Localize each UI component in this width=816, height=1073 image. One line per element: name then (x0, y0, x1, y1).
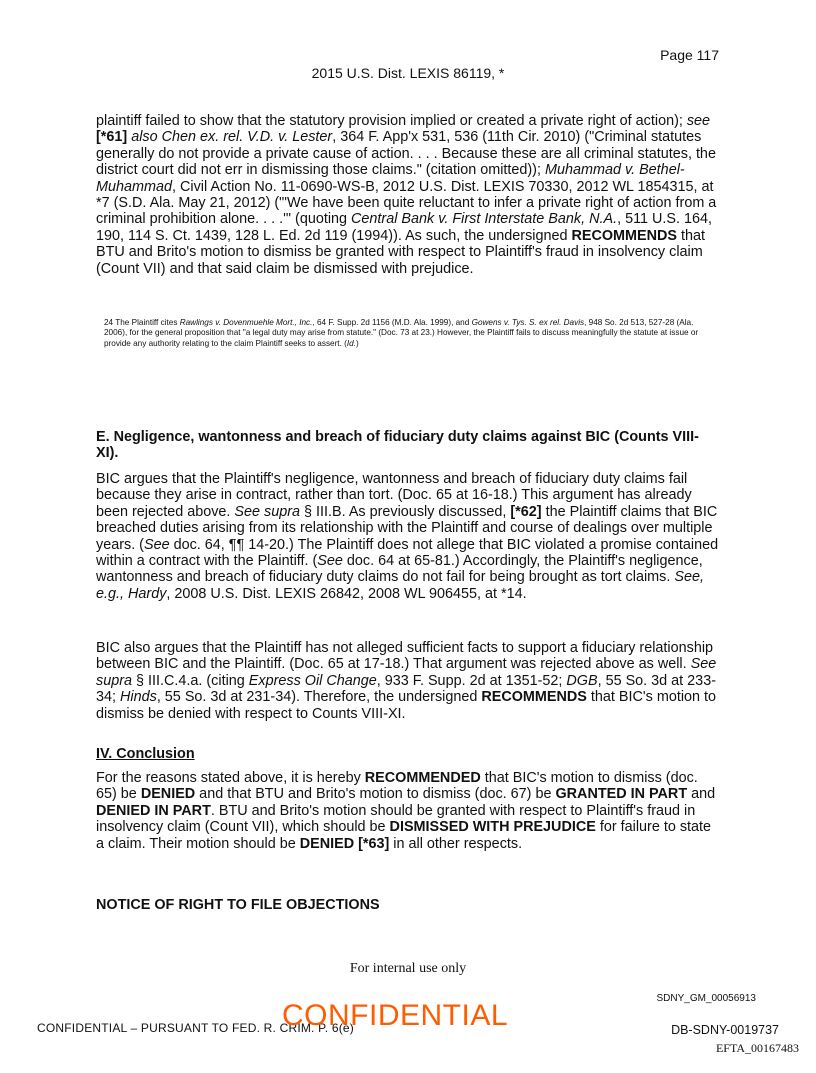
bates-gm-number: SDNY_GM_00056913 (656, 993, 756, 1004)
notice-heading: NOTICE OF RIGHT TO FILE OBJECTIONS (96, 897, 380, 913)
paragraph-fiduciary: BIC also argues that the Plaintiff has not alleged sufficient facts to support a fiduciary relationship between BIC and the Plaintiff. (Doc. 65 at 17-18.) That argument was rejected above as well. See supra § III.C.4.a. (citing Express Oil Change, 933 F. Supp. 2d at 1351-52; DGB, 55 So. 3d at 233-34; Hinds, 55 So. 3d at 231-34). Therefore, the undersigned RECOMMENDS that BIC's motion to dismiss be denied with respect to Counts VIII-XI. (96, 640, 717, 722)
page-number: Page 117 (660, 47, 719, 63)
paragraph-conclusion: For the reasons stated above, it is hereby RECOMMENDED that BIC's motion to dismiss (doc. 65) be DENIED and that BTU and Brito's motion to dismiss (doc. 67) be GRANTED IN PART and DENIED IN PART. BTU and Brito's motion should be granted with respect to Plaintiff's fraud in insolvency claim (Count VII), which should be DISMISSED WITH PREJUDICE for failure to state a claim. Their motion should be DENIED [*63] in all other respects. (96, 770, 716, 852)
footnote-24: 24 The Plaintiff cites Rawlings v. Dovenmuehle Mort., Inc., 64 F. Supp. 2d 1156 (M.D. Ala. 1999), and Gowens v. Tys. S. ex rel. Davis, 948 So. 2d 513, 527-28 (Ala. 2006), for the general proposition that "a legal duty may arise from statute." (Doc. 73 at 23.) However, the Plaintiff fails to discuss meaningfully the statute at issue or provide any authority relating to the claim Plaintiff seeks to assert. (Id.) (104, 318, 699, 348)
confidential-stamp: CONFIDENTIAL (282, 999, 509, 1032)
confidential-pursuant-notice: CONFIDENTIAL – PURSUANT TO FED. R. CRIM. P. 6(e) (37, 1021, 354, 1035)
efta-number: EFTA_00167483 (715, 1041, 799, 1055)
internal-use-label: For internal use only (349, 961, 467, 976)
section-e-heading: E. Negligence, wantonness and breach of fiduciary duty claims against BIC (Counts VIII-XI). (96, 429, 699, 462)
section-iv-heading: IV. Conclusion (96, 746, 195, 762)
bates-db-number: DB-SDNY-0019737 (671, 1023, 779, 1037)
paragraph-fraud-claim: plaintiff failed to show that the statutory provision implied or created a private right of action); see [*61] also Chen ex. rel. V.D. v. Lester, 364 F. App'x 531, 536 (11th Cir. 2010) ("Criminal statutes generally do not provide a private cause of action. . . . Because these are all criminal statutes, the district court did not err in dismissing those claims." (citation omitted)); Muhammad v. Bethel-Muhammad, Civil Action No. 11-0690-WS-B, 2012 U.S. Dist. LEXIS 70330, 2012 WL 1854315, at *7 (S.D. Ala. May 21, 2012) ("'We have been quite reluctant to infer a private right of action from a criminal prohibition alone. . . .'" (quoting Central Bank v. First Interstate Bank, N.A., 511 U.S. 164, 190, 114 S. Ct. 1439, 128 L. Ed. 2d 119 (1994)). As such, the undersigned RECOMMENDS that BTU and Brito's motion to dismiss be granted with respect to Plaintiff's fraud in insolvency claim (Count VII) and that said claim be dismissed with prejudice. (96, 113, 717, 277)
running-head-citation: 2015 U.S. Dist. LEXIS 86119, * (311, 65, 505, 81)
paragraph-tort-claims: BIC argues that the Plaintiff's negligence, wantonness and breach of fiduciary duty claims fail because they arise in contract, rather than tort. (Doc. 65 at 16-18.) This argument has already been rejected above. See supra § III.B. As previously discussed, [*62] the Plaintiff claims that BIC breached duties arising from its relationship with the Plaintiff and course of dealings over multiple years. (See doc. 64, ¶¶ 14-20.) The Plaintiff does not allege that BIC violated a promise contained within a contract with the Plaintiff. (See doc. 64 at 65-81.) Accordingly, the Plaintiff's negligence, wantonness and breach of fiduciary duty claims do not fail for being brought as tort claims. See, e.g., Hardy, 2008 U.S. Dist. LEXIS 26842, 2008 WL 906455, at *14. (96, 471, 719, 602)
